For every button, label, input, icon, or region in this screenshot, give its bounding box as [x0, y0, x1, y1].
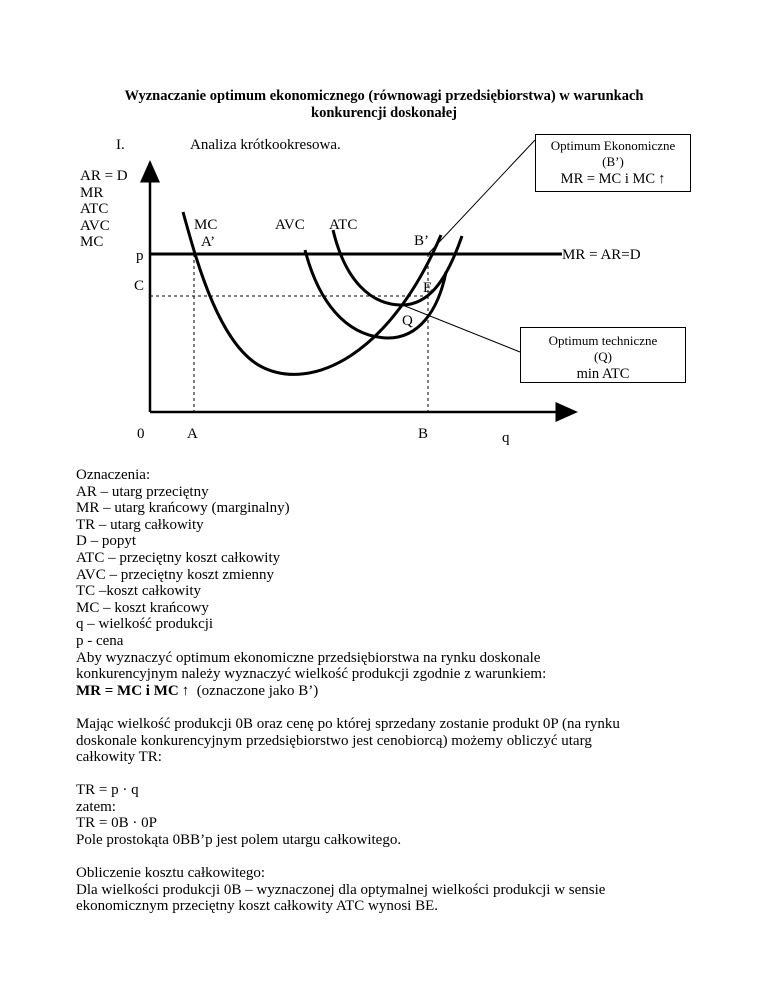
condition-line [76, 683, 716, 700]
paragraph-4-line-2: Dla wielkości produkcji 0B – wyznaczonej dla optymalnej wielkości produkcji w sensie [76, 881, 606, 898]
tick-b-label: B [418, 426, 429, 442]
avc-label: AVC [275, 217, 305, 233]
arrow-up-icon: ↑ [181, 682, 190, 699]
legend-item: AR – utarg przeciętny [76, 483, 209, 500]
paragraph-2-line-2: doskonale konkurencyjnym przedsiębiorstwo jest cenobiorcą) możemy obliczyć utarg [76, 732, 592, 749]
legend-item: ATC – przeciętny koszt całkowity [76, 549, 281, 566]
callout-technical-pointer [405, 306, 520, 352]
callout-economic-line2: (B’) [602, 154, 624, 169]
title-line-1: Wyznaczanie optimum ekonomicznego (równowagi przedsiębiorstwa) w warunkach [124, 88, 644, 104]
section-heading: Analiza krótkookresowa. [190, 137, 341, 153]
title-line-2: konkurencji doskonałej [311, 105, 457, 121]
cost-revenue-diagram [0, 0, 768, 460]
legend-heading: Oznaczenia: [76, 467, 151, 483]
formula-tr-calc: TR = 0B · 0P [76, 815, 157, 832]
callout-technical-line3: min ATC [576, 366, 630, 382]
arrow-up-icon: ↑ [658, 171, 666, 187]
callout-economic-optimum [535, 134, 691, 192]
x-axis-label: q [502, 430, 510, 446]
legend-item: D – popyt [76, 533, 136, 550]
callout-economic-condition: MR = MC i MC [560, 171, 656, 187]
legend-item: AVC – przeciętny koszt zmienny [76, 566, 275, 583]
formula-tr: TR = p · q [76, 782, 139, 799]
paragraph-2-line-1: Mając wielkość produkcji 0B oraz cenę po której sprzedany zostanie produkt 0P (na rynku [76, 715, 620, 732]
legend-item: p - cena [76, 632, 124, 649]
legend-item: TC –koszt całkowity [76, 583, 201, 600]
condition-bold: MR = MC i MC [76, 682, 179, 699]
y-label-mr: MR [80, 185, 104, 201]
atc-label: ATC [329, 217, 358, 233]
callout-economic-pointer [428, 140, 535, 254]
condition-rest: (oznaczone jako B’) [196, 682, 319, 699]
paragraph-3: Pole prostokąta 0BB’p jest polem utargu całkowitego. [76, 832, 402, 849]
y-label-atc: ATC [80, 201, 109, 217]
callout-technical-line1: Optimum techniczne [548, 333, 658, 348]
callout-economic-line1: Optimum Ekonomiczne [550, 138, 676, 153]
section-number: I. [116, 137, 125, 153]
price-label: p [136, 248, 144, 264]
callout-economic-line3 [536, 170, 690, 188]
paragraph-4-line-1: Obliczenie kosztu całkowitego: [76, 865, 266, 882]
callout-technical-line2: (Q) [593, 349, 613, 364]
callout-technical-optimum [520, 327, 686, 383]
point-q-label: Q [402, 313, 413, 329]
tick-a-label: A [187, 426, 198, 442]
y-label-avc: AVC [80, 218, 110, 234]
point-e-label: E [423, 280, 433, 296]
body-text [76, 467, 716, 915]
legend-item: MC – koszt krańcowy [76, 599, 209, 616]
origin-label: 0 [137, 426, 145, 442]
cost-label: C [134, 278, 145, 294]
legend-item: MR – utarg krańcowy (marginalny) [76, 500, 290, 517]
legend-item: q – wielkość produkcji [76, 616, 214, 633]
atc-curve [333, 230, 462, 305]
point-a-prime-label: A’ [201, 234, 216, 250]
mc-label: MC [194, 217, 218, 233]
paragraph-2-line-3: całkowity TR: [76, 749, 162, 766]
formula-zatem: zatem: [76, 798, 116, 815]
paragraph-1-line-2: konkurencyjnym należy wyznaczyć wielkość produkcji zgodnie z warunkiem: [76, 666, 547, 683]
paragraph-1-line-1: Aby wyznaczyć optimum ekonomiczne przedsiębiorstwa na rynku doskonale [76, 649, 541, 666]
point-b-prime-label: B’ [414, 233, 429, 249]
legend-item: TR – utarg całkowity [76, 516, 204, 533]
mc-curve [183, 212, 441, 374]
y-label-mc: MC [80, 234, 104, 250]
paragraph-4-line-3: ekonomicznym przeciętny koszt całkowity ATC wynosi BE. [76, 898, 439, 915]
mr-line-label: MR = AR=D [562, 247, 641, 263]
y-label-ar-d: AR = D [80, 168, 128, 184]
